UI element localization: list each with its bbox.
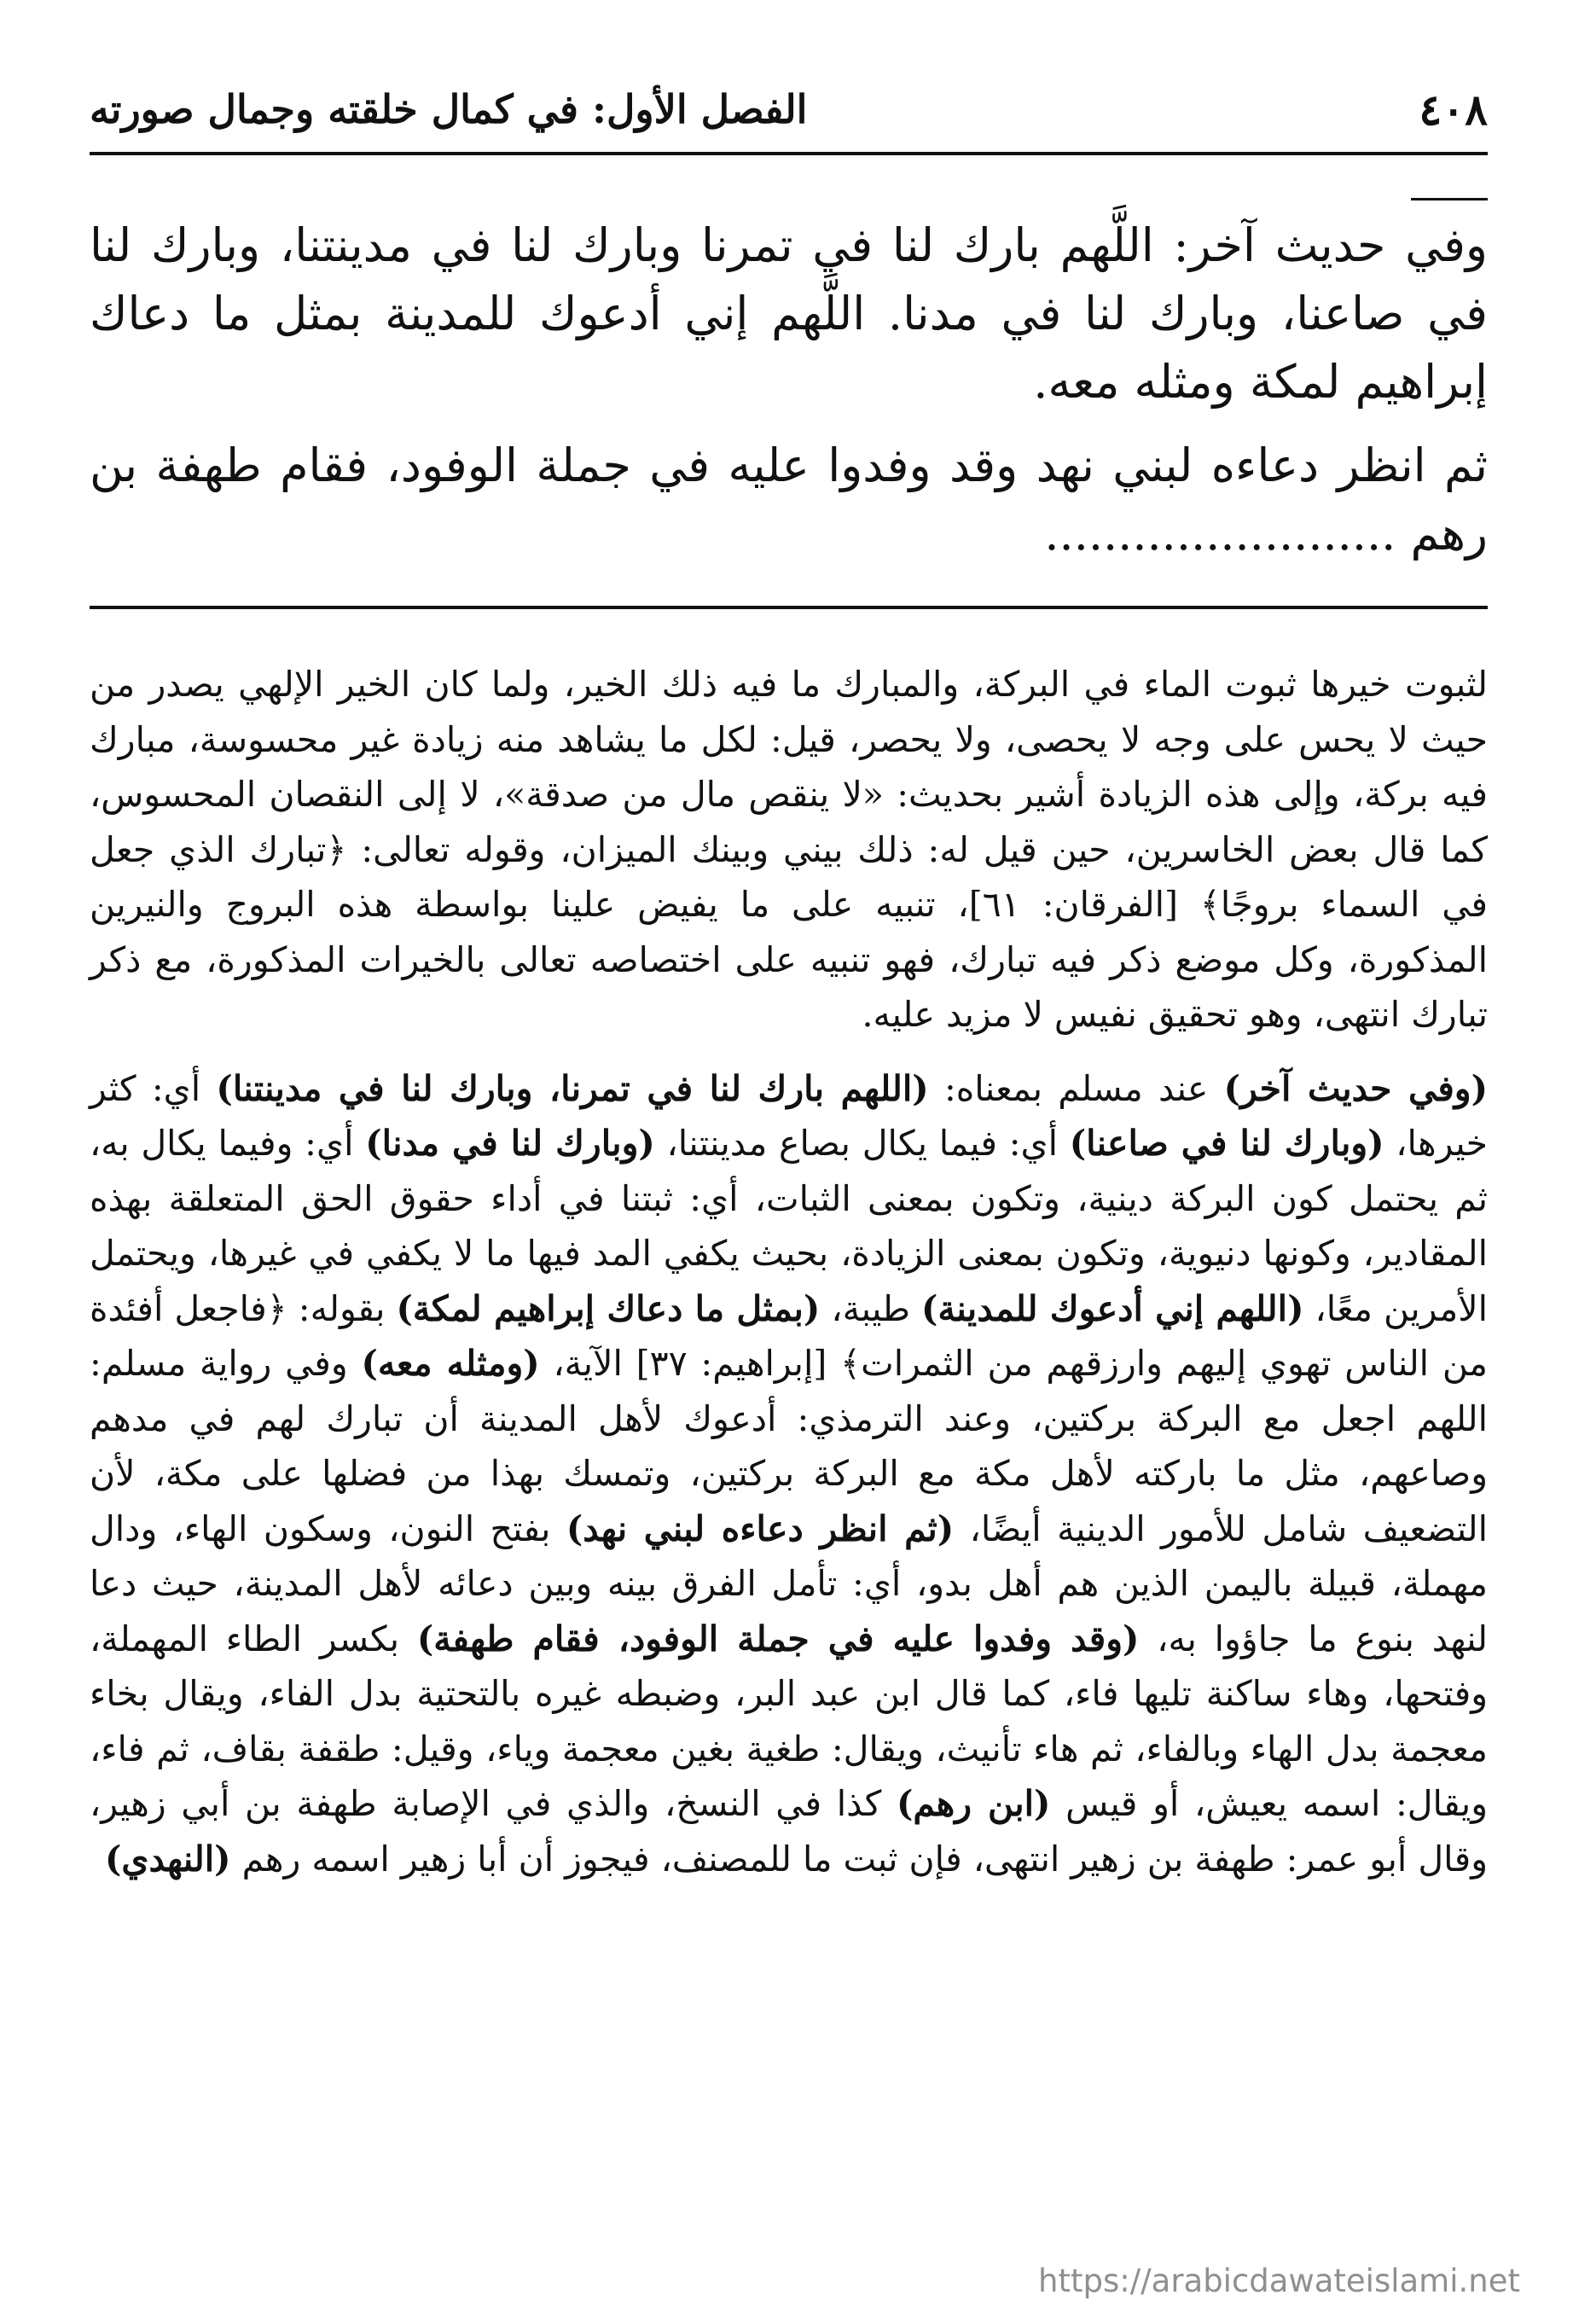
commentary-segment: (وقد وفدوا عليه في جملة الوفود، فقام طهفة): [416, 1618, 1140, 1659]
page-header: [90, 75, 1488, 143]
commentary-segment: (ثم انظر دعاءه لبني نهد): [566, 1508, 955, 1549]
commentary-paragraph: [90, 1061, 1488, 1887]
main-text: [90, 212, 1488, 584]
matn-paragraph-text: ثم انظر دعاءه لبني نهد وقد وفدوا عليه في جملة الوفود، فقام طهفة بن رهم: [90, 439, 1488, 561]
header-rule: [90, 152, 1488, 155]
running-title: الفصل الأول: في كمال خلقته وجمال صورته: [90, 86, 808, 132]
commentary-segment: وفي رواية مسلم: اللهم اجعل مع البركة بركتين، وعند الترمذي: أدعوك لأهل المدينة أن تبارك لهم في مدهم وصاعهم، مثل ما باركته لأهل مكة مع البركة بركتين، وتمسك بهذا من فضلها على مكة، لأن التضعيف شامل للأمور الدينية أيضًا،: [90, 1343, 1488, 1549]
commentary-segment: عند مسلم بمعناه:: [928, 1067, 1224, 1109]
commentary: [90, 657, 1488, 1905]
commentary-segment: (وبارك لنا في صاعنا): [1069, 1123, 1384, 1164]
commentary-segment: بكسر الطاء المهملة، وفتحها، وهاء ساكنة تليها فاء، كما قال ابن عبد البر، وضبطه غيره بالتحتية بدل الفاء، ويقال بخاء معجمة بدل الهاء وبالفاء، ثم هاء تأنيث، ويقال: طغية بغين معجمة وياء، وقيل: طقفة بقاف، ثم فاء، ويقال: اسمه يعيش، أو قيس: [90, 1618, 1488, 1824]
commentary-segment: بفتح النون، وسكون الهاء، ودال مهملة، قبيلة باليمن الذين هم أهل بدو، أي: تأمل الفرق بينه وبين دعائه لأهل المدينة، حيث دعا لنهد بنوع ما جاؤوا به،: [90, 1508, 1488, 1659]
short-rule: [1411, 198, 1488, 200]
commentary-segment: أي: كثر خيرها،: [90, 1067, 1488, 1164]
commentary-segment: أي: وفيما يكال به، ثم يحتمل كون البركة دينية، وتكون بمعنى الثبات، أي: ثبتنا في أداء حقوق الحق المتعلقة بهذه المقادير، وكونها دنيوية، وتكون بمعنى الزيادة، بحيث يكفي المد فيها ما لا يكفي في غيرها، ويحتمل الأمرين معًا،: [90, 1123, 1489, 1329]
commentary-segment: (اللهم بارك لنا في تمرنا، وبارك لنا في مدينتنا): [216, 1067, 929, 1109]
section-divider: [90, 606, 1488, 609]
page-number: ٤٠٨: [1419, 84, 1488, 135]
watermark-url[interactable]: https://arabicdawateislami.net: [1038, 2263, 1520, 2299]
matn-paragraph: وفي حديث آخر: اللَّهم بارك لنا في تمرنا وبارك لنا في مدينتنا، وبارك لنا في صاعنا، وبارك لنا في مدنا. اللَّهم إني أدعوك للمدينة بمثل ما دعاك إبراهيم لمكة ومثله معه.: [90, 218, 1488, 409]
commentary-segment: (ابن رهم): [896, 1783, 1051, 1824]
commentary-segment: (وبارك لنا في مدنا): [365, 1123, 655, 1164]
commentary-segment: (اللهم إني أدعوك للمدينة): [921, 1287, 1304, 1329]
commentary-segment: كذا في النسخ، والذي في الإصابة طهفة بن أبي زهير، وقال أبو عمر: طهفة بن زهير انتهى، فإن ثبت ما للمصنف، فيجوز أن أبا زهير اسمه رهم: [90, 1783, 1488, 1880]
ellipsis-dots: ........................: [1044, 507, 1396, 561]
commentary-segment: طيبة،: [820, 1287, 922, 1329]
commentary-segment: بقوله: ﴿فاجعل أفئدة من الناس تهوي إليهم وارزقهم من الثمرات﴾ [إبراهيم: ٣٧] الآية،: [90, 1287, 1489, 1384]
commentary-paragraph: لثبوت خيرها ثبوت الماء في البركة، والمبارك ما فيه ذلك الخير، ولما كان الخير الإلهي يصدر من حيث لا يحس على وجه لا يحصى، ولا يحصر، قيل: لكل ما يشاهد منه زيادة غير محسوسة، مبارك فيه بركة، وإلى هذه الزيادة أشير بحديث: «لا ينقص مال من صدقة»، لا إلى النقصان المحسوس، كما قال بعض الخاسرين، حين قيل له: ذلك بيني وبينك الميزان، وقوله تعالى: ﴿تبارك الذي جعل في السماء بروجًا﴾ [الفرقان: ٦١]، تنبيه على ما يفيض علينا بواسطة هذه البروج والنيرين المذكورة، وكل موضع ذكر فيه تبارك، فهو تنبيه على اختصاصه تعالى بالخيرات المذكورة، مع ذكر تبارك انتهى، وهو تحقيق نفيس لا مزيد عليه.: [90, 664, 1488, 1035]
commentary-segment: (ومثله معه): [361, 1343, 540, 1384]
commentary-segment: أي: فيما يكال بصاع مدينتنا،: [654, 1123, 1070, 1164]
commentary-segment: (بمثل ما دعاك إبراهيم لمكة): [396, 1287, 821, 1329]
matn-paragraph: [90, 432, 1488, 568]
commentary-segment: (وفي حديث آخر): [1223, 1067, 1489, 1109]
commentary-segment: (النهدي): [105, 1838, 231, 1880]
